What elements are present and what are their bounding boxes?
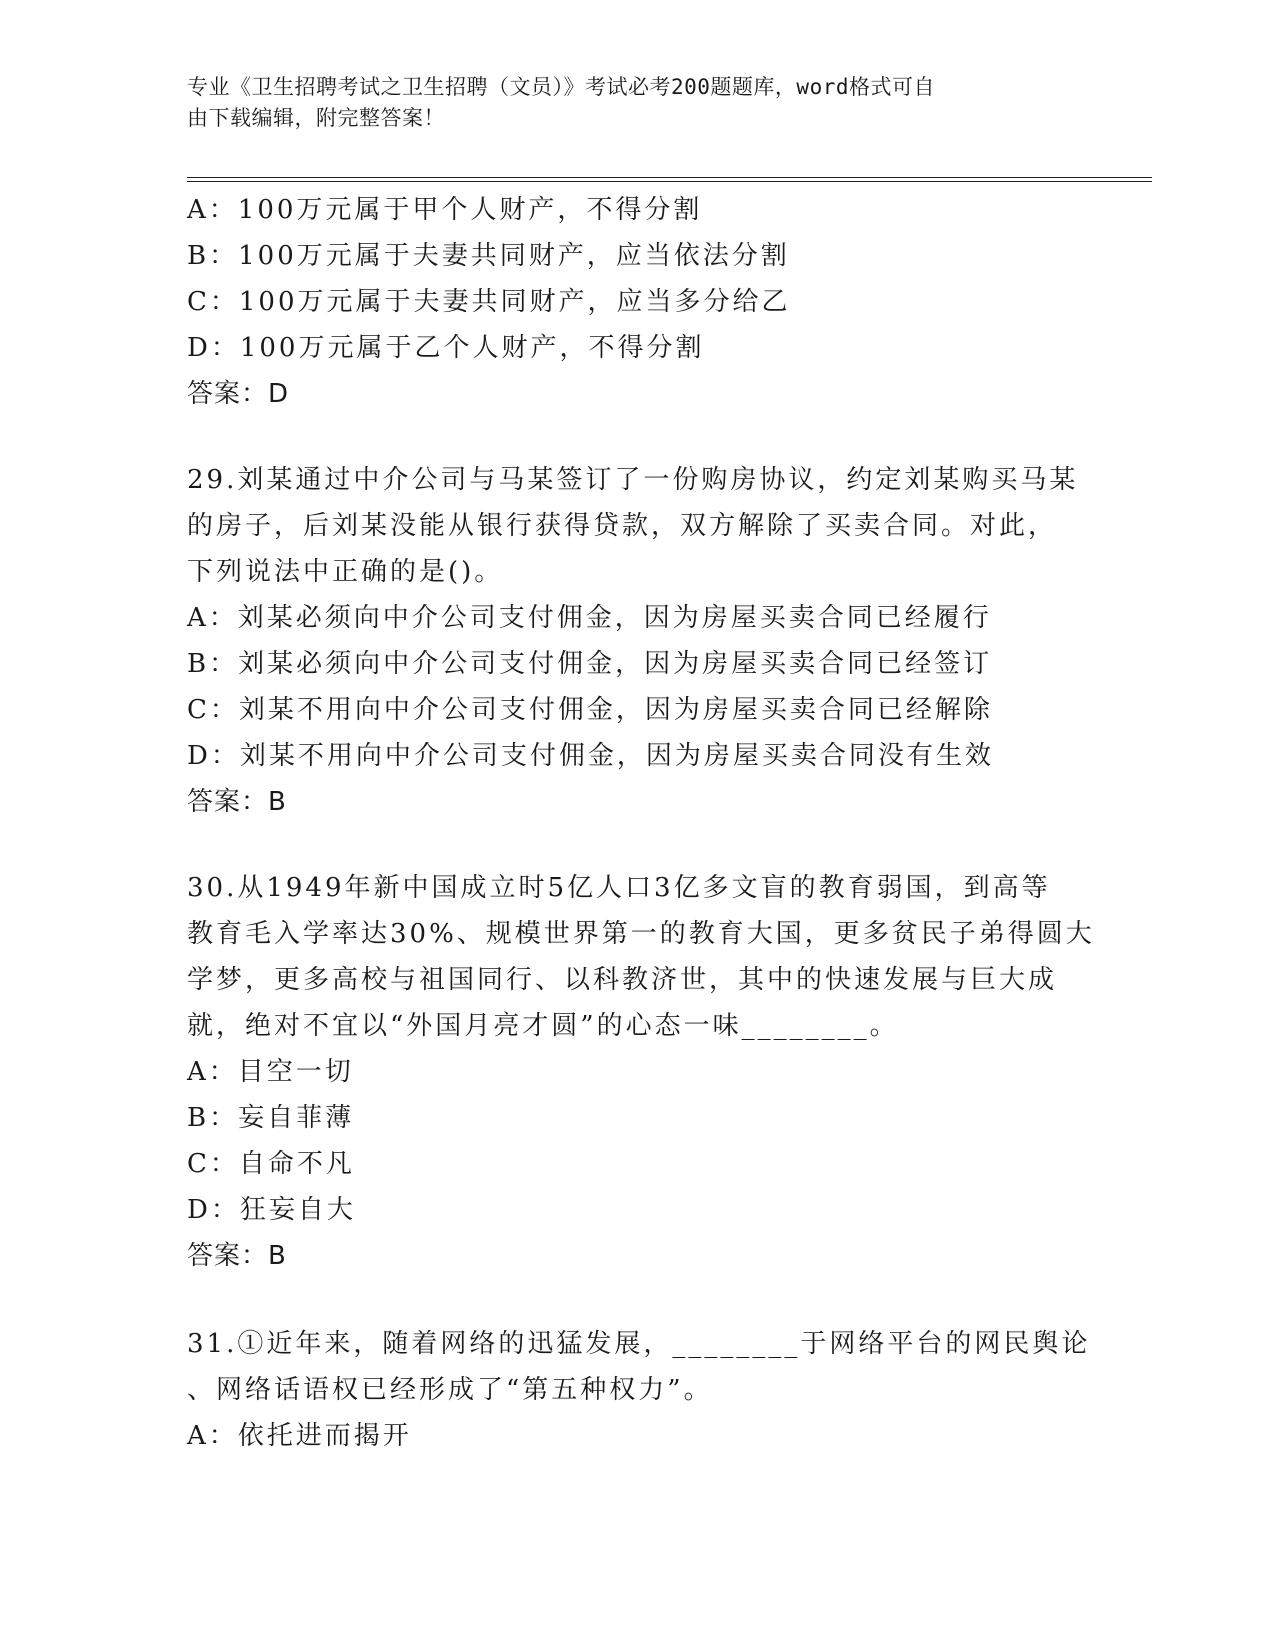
question-30 (187, 865, 1095, 1279)
question-stem-line: 就，绝对不宜以“外国月亮才圆”的心态一味________。 (187, 1011, 899, 1041)
question-stem-line: 学梦，更多高校与祖国同行、以科教济世，其中的快速发展与巨大成 (187, 965, 1058, 995)
spacer (187, 417, 1087, 457)
option-b: B：100万元属于夫妻共同财产，应当依法分割 (187, 241, 790, 271)
answer-line: 答案：B (187, 1241, 287, 1271)
question-stem-line: 的房子，后刘某没能从银行获得贷款，双方解除了买卖合同。对此， (187, 511, 1058, 541)
header-divider-top (187, 177, 1152, 178)
question-stem-line: 、网络话语权已经形成了“第五种权力”。 (187, 1375, 713, 1405)
option-b: B：妄自菲薄 (187, 1103, 355, 1133)
option-d: D：100万元属于乙个人财产，不得分割 (187, 333, 705, 363)
document-header (187, 72, 1067, 134)
spacer (187, 1279, 1087, 1321)
question-stem-line: 下列说法中正确的是()。 (187, 557, 504, 587)
option-c: C：100万元属于夫妻共同财产，应当多分给乙 (187, 287, 791, 317)
question-stem-line: 教育毛入学率达30%、规模世界第一的教育大国，更多贫民子弟得圆大 (187, 919, 1095, 949)
question-28 (187, 187, 1087, 417)
question-stem-line: 31.①近年来，随着网络的迅猛发展，________于网络平台的网民舆论 (187, 1329, 1091, 1359)
option-b: B：刘某必须向中介公司支付佣金，因为房屋买卖合同已经签订 (187, 649, 993, 679)
spacer (187, 825, 1087, 865)
option-c: C：刘某不用向中介公司支付佣金，因为房屋买卖合同已经解除 (187, 695, 993, 725)
option-d: D：狂妄自大 (187, 1195, 356, 1225)
answer-line: 答案：B (187, 787, 287, 817)
option-a: A：100万元属于甲个人财产，不得分割 (187, 195, 703, 225)
question-29 (187, 457, 1087, 825)
option-a: A：目空一切 (187, 1057, 354, 1087)
question-31 (187, 1321, 1091, 1459)
option-c: C：自命不凡 (187, 1149, 355, 1179)
question-stem-line: 29.刘某通过中介公司与马某签订了一份购房协议，约定刘某购买马某 (187, 465, 1079, 495)
header-divider-bottom (187, 181, 1152, 182)
header-line-1: 专业《卫生招聘考试之卫生招聘（文员）》考试必考200题题库，word格式可自 (187, 75, 935, 99)
question-stem-line: 30.从1949年新中国成立时5亿人口3亿多文盲的教育弱国，到高等 (187, 873, 1051, 903)
option-d: D：刘某不用向中介公司支付佣金，因为房屋买卖合同没有生效 (187, 741, 994, 771)
option-a: A：刘某必须向中介公司支付佣金，因为房屋买卖合同已经履行 (187, 603, 992, 633)
option-a: A：依托进而揭开 (187, 1421, 412, 1451)
answer-line: 答案：D (187, 379, 290, 409)
header-line-2: 由下载编辑，附完整答案！ (187, 106, 445, 130)
question-list (187, 187, 1095, 1459)
